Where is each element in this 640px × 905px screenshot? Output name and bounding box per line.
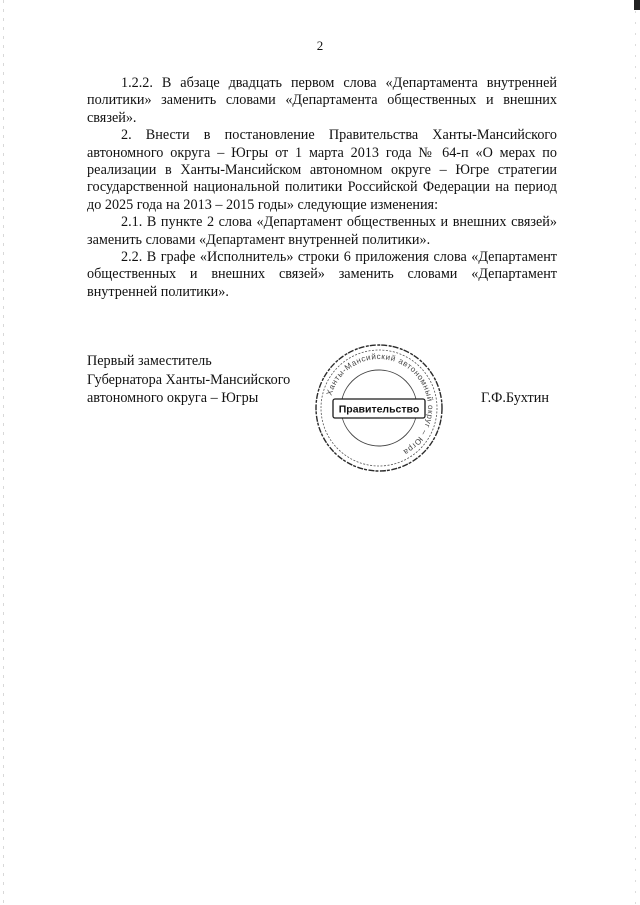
paragraph-2-1: 2.1. В пункте 2 слова «Департамент общественных и внешних связей» заменить словами «Департамент внутренней политики».	[87, 214, 557, 248]
seal-center-text: Правительство	[338, 403, 420, 416]
page-number: 2	[316, 38, 324, 53]
signatory-role	[87, 352, 290, 408]
scan-corner-mark	[634, 0, 640, 10]
seal-ring-text: Ханты-Мансийский автономный округ – Югра	[324, 351, 436, 457]
signatory-role-line: автономного округа – Югры	[87, 390, 259, 406]
scan-edge-right	[635, 0, 636, 905]
scan-edge-left	[3, 0, 4, 905]
signer-name: Г.Ф.Бухтин	[481, 390, 549, 406]
paragraph-2: 2. Внести в постановление Правительства Ханты-Мансийского автономного округа – Югры от 1 марта 2013 года № 64-п «О мерах по реализации в Ханты-Мансийском автономном округе – Югре стратегии государственной национальной политики Российской Федерации на период до 2025 года на 2013 – 2015 годы» следующие изменения:	[87, 127, 557, 213]
paragraph-2-2: 2.2. В графе «Исполнитель» строки 6 приложения слова «Департамент общественных и внешних связей» заменить словами «Департамент внутренней политики».	[87, 249, 557, 300]
official-seal-stamp	[311, 340, 447, 476]
paragraph-1-2-2: 1.2.2. В абзаце двадцать первом слова «Департамента внутренней политики» заменить словами «Департамента общественных и внешних связей».	[87, 75, 557, 126]
signatory-role-line: Губернатора Ханты-Мансийского	[87, 371, 291, 388]
document-body	[87, 75, 557, 301]
signatory-role-line: Первый заместитель	[87, 353, 212, 369]
